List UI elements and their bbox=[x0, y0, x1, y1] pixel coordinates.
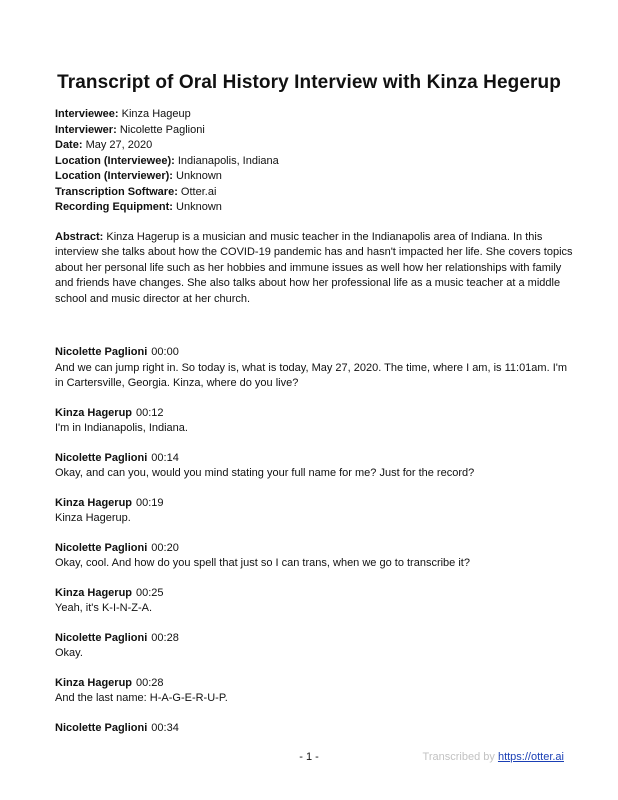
timestamp: 00:34 bbox=[151, 721, 179, 734]
speaker-name: Kinza Hagerup bbox=[55, 406, 133, 419]
metadata-block bbox=[55, 107, 575, 216]
speaker-line bbox=[55, 676, 575, 692]
timestamp: 00:14 bbox=[151, 451, 179, 464]
meta-interviewer bbox=[55, 123, 575, 139]
meta-interviewee bbox=[55, 107, 575, 123]
timestamp: 00:19 bbox=[136, 496, 164, 509]
speaker-line bbox=[55, 631, 575, 647]
meta-value: Unknown bbox=[176, 170, 222, 182]
transcript-turn bbox=[55, 451, 575, 482]
timestamp: 00:20 bbox=[151, 541, 179, 554]
timestamp: 00:28 bbox=[151, 631, 179, 644]
meta-date bbox=[55, 138, 575, 154]
meta-value: Kinza Hageup bbox=[121, 108, 191, 120]
speaker-line bbox=[55, 541, 575, 557]
document-body bbox=[55, 107, 575, 750]
speaker-name: Kinza Hagerup bbox=[55, 496, 133, 509]
transcript-turn bbox=[55, 631, 575, 662]
meta-value: Otter.ai bbox=[180, 185, 217, 198]
utterance-text: Okay, cool. And how do you spell that just so I can trans, when we go to transcribe it? bbox=[55, 557, 470, 569]
meta-label: Recording Equipment: bbox=[55, 201, 173, 213]
meta-value: Unknown bbox=[176, 201, 222, 213]
timestamp: 00:28 bbox=[136, 676, 164, 689]
meta-transcription-software bbox=[55, 185, 575, 201]
meta-location-interviewee bbox=[55, 154, 575, 170]
speaker-line bbox=[55, 586, 575, 602]
transcription-credit bbox=[423, 751, 564, 763]
abstract-text: Kinza Hagerup is a musician and music teacher in the Indianapolis area of Indiana. In this interview she talks about how the COVID-19 pandemic has and hasn't impacted her life. She covers topics about her personal life such as her hobbies and immune issues as well how her relationships with family and friends have changes. She also talks about how her professional life as a music teacher at a middle school and music director at her church. bbox=[55, 230, 573, 305]
timestamp: 00:25 bbox=[136, 586, 164, 599]
meta-recording-equipment bbox=[55, 200, 575, 216]
speaker-name: Nicolette Paglioni bbox=[55, 451, 148, 464]
utterance-text: Kinza Hagerup. bbox=[55, 512, 131, 524]
speaker-line bbox=[55, 496, 575, 512]
timestamp: 00:00 bbox=[151, 346, 179, 358]
credit-text: Transcribed by bbox=[422, 751, 495, 763]
speaker-line bbox=[55, 721, 575, 737]
utterance-text: And we can jump right in. So today is, what is today, May 27, 2020. The time, where I am, is 11:01am. I'm in Cartersville, Georgia. Kinza, where do you live? bbox=[55, 361, 568, 389]
speaker-line bbox=[55, 451, 575, 467]
speaker-name: Kinza Hagerup bbox=[55, 676, 133, 689]
timestamp: 00:12 bbox=[136, 406, 164, 419]
speaker-line bbox=[55, 345, 575, 361]
abstract-paragraph bbox=[55, 230, 575, 308]
transcript-turn bbox=[55, 676, 575, 707]
speaker-name: Kinza Hagerup bbox=[55, 586, 133, 599]
utterance-text: I'm in Indianapolis, Indiana. bbox=[55, 422, 188, 434]
meta-label: Interviewee: bbox=[55, 108, 119, 120]
meta-label: Location (Interviewer): bbox=[55, 170, 173, 182]
speaker-line bbox=[55, 406, 575, 422]
transcript-turn bbox=[55, 406, 575, 437]
otter-link[interactable]: https://otter.ai bbox=[497, 751, 564, 763]
transcript-turn bbox=[55, 345, 575, 392]
meta-location-interviewer bbox=[55, 169, 575, 185]
meta-label: Transcription Software: bbox=[55, 185, 178, 198]
meta-label: Location (Interviewee): bbox=[55, 154, 175, 167]
speaker-name: Nicolette Paglioni bbox=[55, 631, 148, 644]
transcript-turn bbox=[55, 541, 575, 572]
utterance-text: And the last name: H-A-G-E-R-U-P. bbox=[55, 692, 228, 704]
meta-value: Nicolette Paglioni bbox=[119, 123, 205, 136]
speaker-name: Nicolette Paglioni bbox=[55, 721, 148, 734]
transcript-turn bbox=[55, 496, 575, 527]
meta-value: Indianapolis, Indiana bbox=[177, 154, 279, 167]
meta-label: Date: bbox=[55, 139, 83, 151]
page-number: - 1 - bbox=[299, 751, 319, 763]
abstract-label: Abstract: bbox=[55, 230, 104, 243]
utterance-text: Okay, and can you, would you mind stating your full name for me? Just for the record? bbox=[55, 467, 475, 479]
transcript-turn bbox=[55, 586, 575, 617]
speaker-name: Nicolette Paglioni bbox=[55, 346, 148, 358]
speaker-name: Nicolette Paglioni bbox=[55, 541, 148, 554]
meta-label: Interviewer: bbox=[55, 123, 117, 136]
utterance-text: Okay. bbox=[55, 647, 83, 659]
meta-value: May 27, 2020 bbox=[85, 139, 153, 151]
transcript bbox=[55, 345, 575, 736]
transcript-turn bbox=[55, 721, 575, 737]
document-title: Transcript of Oral History Interview with Kinza Hegerup bbox=[57, 72, 561, 93]
utterance-text: Yeah, it's K-I-N-Z-A. bbox=[55, 602, 153, 614]
